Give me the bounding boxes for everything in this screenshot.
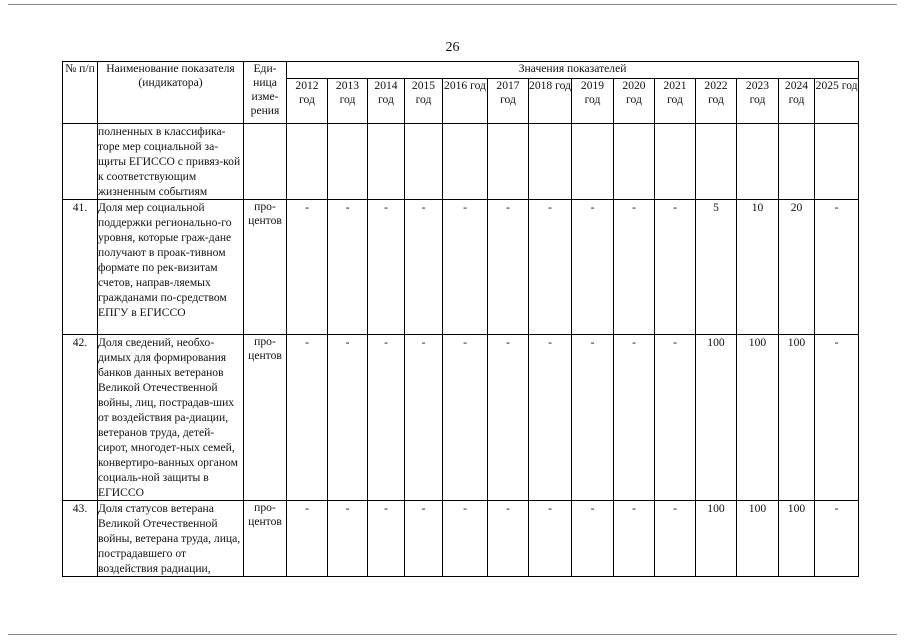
year-value: 20 xyxy=(779,200,815,335)
year-value xyxy=(696,124,737,200)
year-value xyxy=(287,124,328,200)
page-number: 26 xyxy=(445,40,460,55)
year-value: - xyxy=(572,200,614,335)
header-year: 2020 год xyxy=(614,79,655,124)
year-value: - xyxy=(328,200,368,335)
row-number: 43. xyxy=(63,501,98,577)
header-year: 2018 год xyxy=(529,79,572,124)
year-value: 5 xyxy=(696,200,737,335)
row-number: 42. xyxy=(63,335,98,501)
year-value: - xyxy=(572,501,614,577)
year-value: - xyxy=(287,335,328,501)
year-value: - xyxy=(815,335,859,501)
year-value: - xyxy=(443,200,488,335)
header-year: 2015 год xyxy=(405,79,443,124)
indicator-name: Доля статусов ветерана Великой Отечественной войны, ветерана труда, лица, пострадавшего от воздействия радиации, xyxy=(98,501,244,577)
year-value: - xyxy=(655,501,696,577)
year-value: - xyxy=(443,501,488,577)
year-value xyxy=(488,124,529,200)
indicator-name: Доля мер социальной поддержки регионально-го уровня, которые граж-дане получают в проак-тивном формате по рек-визитам счетов, направ-ляемых гражданами по-средством ЕПГУ в ЕГИССО xyxy=(98,200,244,335)
year-value: - xyxy=(614,501,655,577)
header-year: 2016 год xyxy=(443,79,488,124)
year-value: - xyxy=(614,335,655,501)
year-value xyxy=(779,124,815,200)
year-value: - xyxy=(368,200,405,335)
year-value: - xyxy=(328,501,368,577)
year-value: - xyxy=(815,200,859,335)
table-row xyxy=(63,200,859,335)
year-value: - xyxy=(655,335,696,501)
year-value: - xyxy=(405,335,443,501)
indicators-table xyxy=(62,61,859,577)
unit-of-measure: про-центов xyxy=(244,501,287,577)
scan-bottom-edge xyxy=(8,634,897,635)
header-year: 2021 год xyxy=(655,79,696,124)
table-row xyxy=(63,124,859,200)
indicator-name: Доля сведений, необхо-димых для формирования банков данных ветеранов Великой Отечественной войны, лиц, пострадав-ших от воздействия ра-диации, ветеранов труда, детей-сирот, многодет-ных семей, конвертиро-ванных органом социаль-ной защиты в ЕГИССО xyxy=(98,335,244,501)
header-name: Наименование показателя (индикатора) xyxy=(98,62,244,124)
year-value xyxy=(572,124,614,200)
unit-of-measure: про-центов xyxy=(244,335,287,501)
year-value: - xyxy=(368,501,405,577)
header-values-title: Значения показателей xyxy=(287,62,859,79)
year-value: 10 xyxy=(737,200,779,335)
year-value: - xyxy=(368,335,405,501)
header-year: 2024 год xyxy=(779,79,815,124)
year-value xyxy=(368,124,405,200)
table-row xyxy=(63,501,859,577)
year-value: 100 xyxy=(696,335,737,501)
year-value: - xyxy=(443,335,488,501)
row-number: 41. xyxy=(63,200,98,335)
year-value: 100 xyxy=(696,501,737,577)
header-unit: Еди-ница изме-рения xyxy=(244,62,287,124)
year-value: 100 xyxy=(737,335,779,501)
header-year: 2023 год xyxy=(737,79,779,124)
year-value: - xyxy=(655,200,696,335)
year-value: - xyxy=(488,200,529,335)
year-value: - xyxy=(529,200,572,335)
header-year: 2017 год xyxy=(488,79,529,124)
header-year: 2012 год xyxy=(287,79,328,124)
year-value: - xyxy=(614,200,655,335)
year-value xyxy=(815,124,859,200)
header-year: 2013 год xyxy=(328,79,368,124)
scan-top-edge xyxy=(8,4,897,5)
table-row xyxy=(63,335,859,501)
header-num: № п/п xyxy=(63,62,98,124)
year-value: - xyxy=(328,335,368,501)
year-value xyxy=(328,124,368,200)
year-value xyxy=(614,124,655,200)
year-value: 100 xyxy=(779,335,815,501)
header-year: 2014 год xyxy=(368,79,405,124)
year-value: - xyxy=(405,200,443,335)
year-value xyxy=(405,124,443,200)
year-value: - xyxy=(572,335,614,501)
header-year: 2025 год xyxy=(815,79,859,124)
year-value: - xyxy=(488,501,529,577)
year-value xyxy=(529,124,572,200)
year-value xyxy=(655,124,696,200)
year-value: - xyxy=(287,501,328,577)
header-year: 2022 год xyxy=(696,79,737,124)
year-value: - xyxy=(529,335,572,501)
year-value xyxy=(737,124,779,200)
year-value: - xyxy=(815,501,859,577)
year-value: 100 xyxy=(779,501,815,577)
year-value xyxy=(443,124,488,200)
unit-of-measure: про-центов xyxy=(244,200,287,335)
year-value: 100 xyxy=(737,501,779,577)
year-value: - xyxy=(287,200,328,335)
unit-of-measure xyxy=(244,124,287,200)
year-value: - xyxy=(405,501,443,577)
header-year: 2019 год xyxy=(572,79,614,124)
year-value: - xyxy=(488,335,529,501)
year-value: - xyxy=(529,501,572,577)
row-number xyxy=(63,124,98,200)
indicator-name: полненных в классифика-торе мер социальной за-щиты ЕГИССО с привяз-кой к соответствующим жизненным событиям xyxy=(98,124,244,200)
